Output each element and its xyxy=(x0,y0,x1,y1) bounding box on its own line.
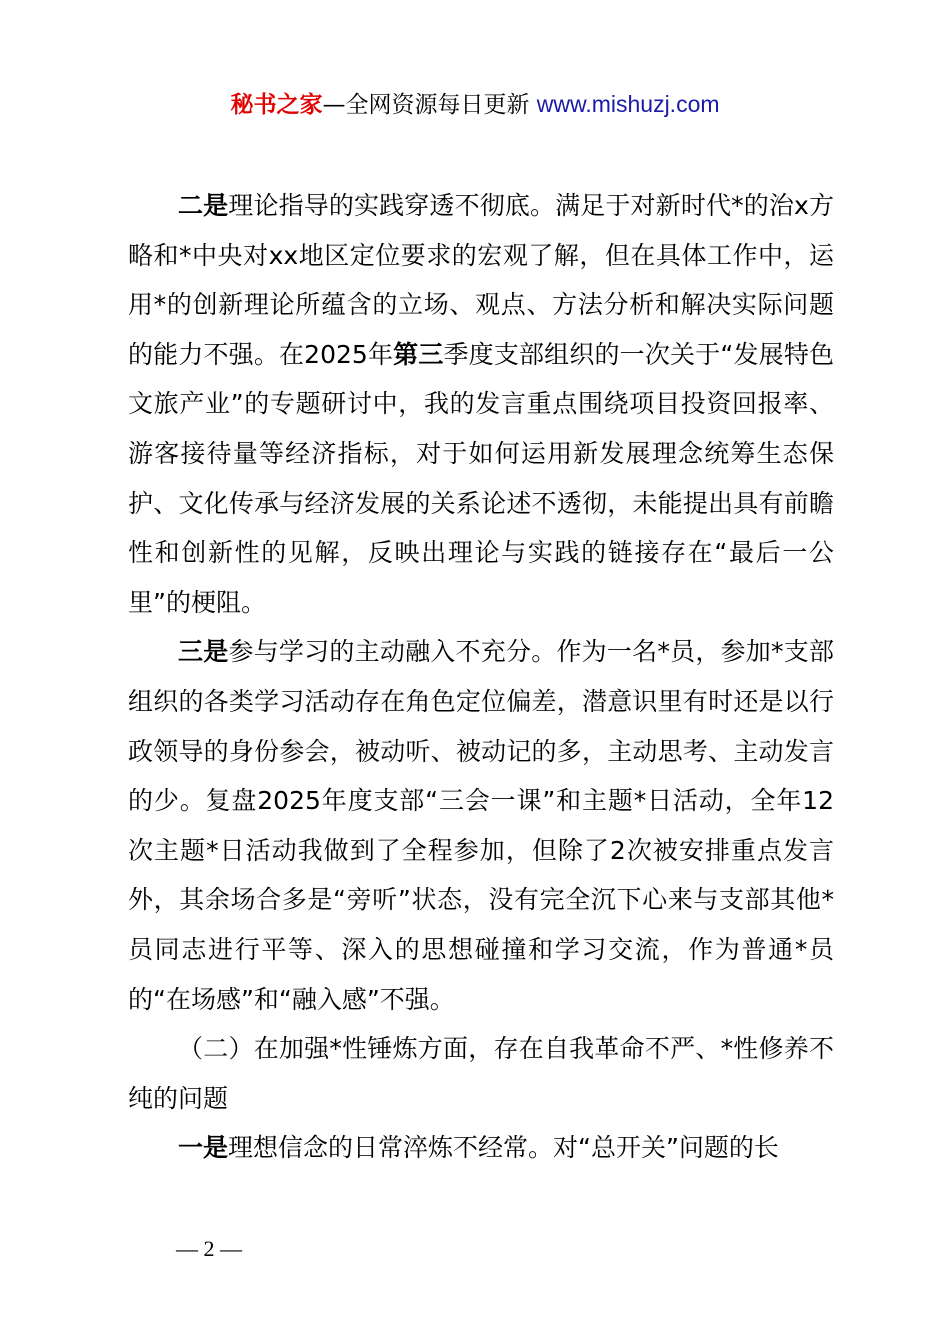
page-number: — 2 — xyxy=(176,1236,242,1261)
paragraph-lead: 三是 xyxy=(178,637,229,667)
banner-tagline: —全网资源每日更新 xyxy=(322,92,537,118)
brand-name: 秘书之家 xyxy=(230,92,323,118)
paragraph-one xyxy=(128,1123,834,1173)
section-heading xyxy=(128,1024,834,1123)
document-body xyxy=(128,181,834,1173)
section-heading-text: （二）在加强*性锤炼方面，存在自我革命不严、*性修养不纯的问题 xyxy=(128,1034,834,1113)
paragraph-text: 理论指导的实践穿透不彻底。满足于对新时代*的治x方略和*中央对xx地区定位要求的宏观了解，但在具体工作中，运用*的创新理论所蕴含的立场、观点、方法分析和解决实际问题的能力不强。在2025年 xyxy=(128,191,834,369)
paragraph-text-continued: 季度支部组织的一次关于“发展特色文旅产业”的专题研讨中，我的发言重点围绕项目投资回报率、游客接待量等经济指标，对于如何运用新发展理念统筹生态保护、文化传承与经济发展的关系论述不透彻，未能提出具有前瞻性和创新性的见解，反映出理论与实践的链接存在“最后一公里”的梗阻。 xyxy=(128,339,834,617)
paragraph-lead: 一是 xyxy=(178,1133,229,1163)
paragraph-three xyxy=(128,627,834,1024)
paragraph-two xyxy=(128,181,834,627)
site-url-link[interactable]: www.mishuzj.com xyxy=(536,91,720,117)
paragraph-lead: 二是 xyxy=(178,191,229,220)
paragraph-text: 参与学习的主动融入不充分。作为一名*员，参加*支部组织的各类学习活动存在角色定位偏差，潜意识里有时还是以行政领导的身份参会，被动听、被动记的多，主动思考、主动发言的少。复盘2025年度支部“三会一课”和主题*日活动，全年12次主题*日活动我做到了全程参加，但除了2次被安排重点发言外，其余场合多是“旁听”状态，没有完全沉下心来与支部其他*员同志进行平等、深入的思想碰撞和学习交流，作为普通*员的“在场感”和“融入感”不强。 xyxy=(128,637,834,1014)
site-banner xyxy=(0,88,950,121)
paragraph-emphasis: 第三 xyxy=(393,339,444,369)
paragraph-text: 理想信念的日常淬炼不经常。对“总开关”问题的长 xyxy=(228,1133,779,1163)
